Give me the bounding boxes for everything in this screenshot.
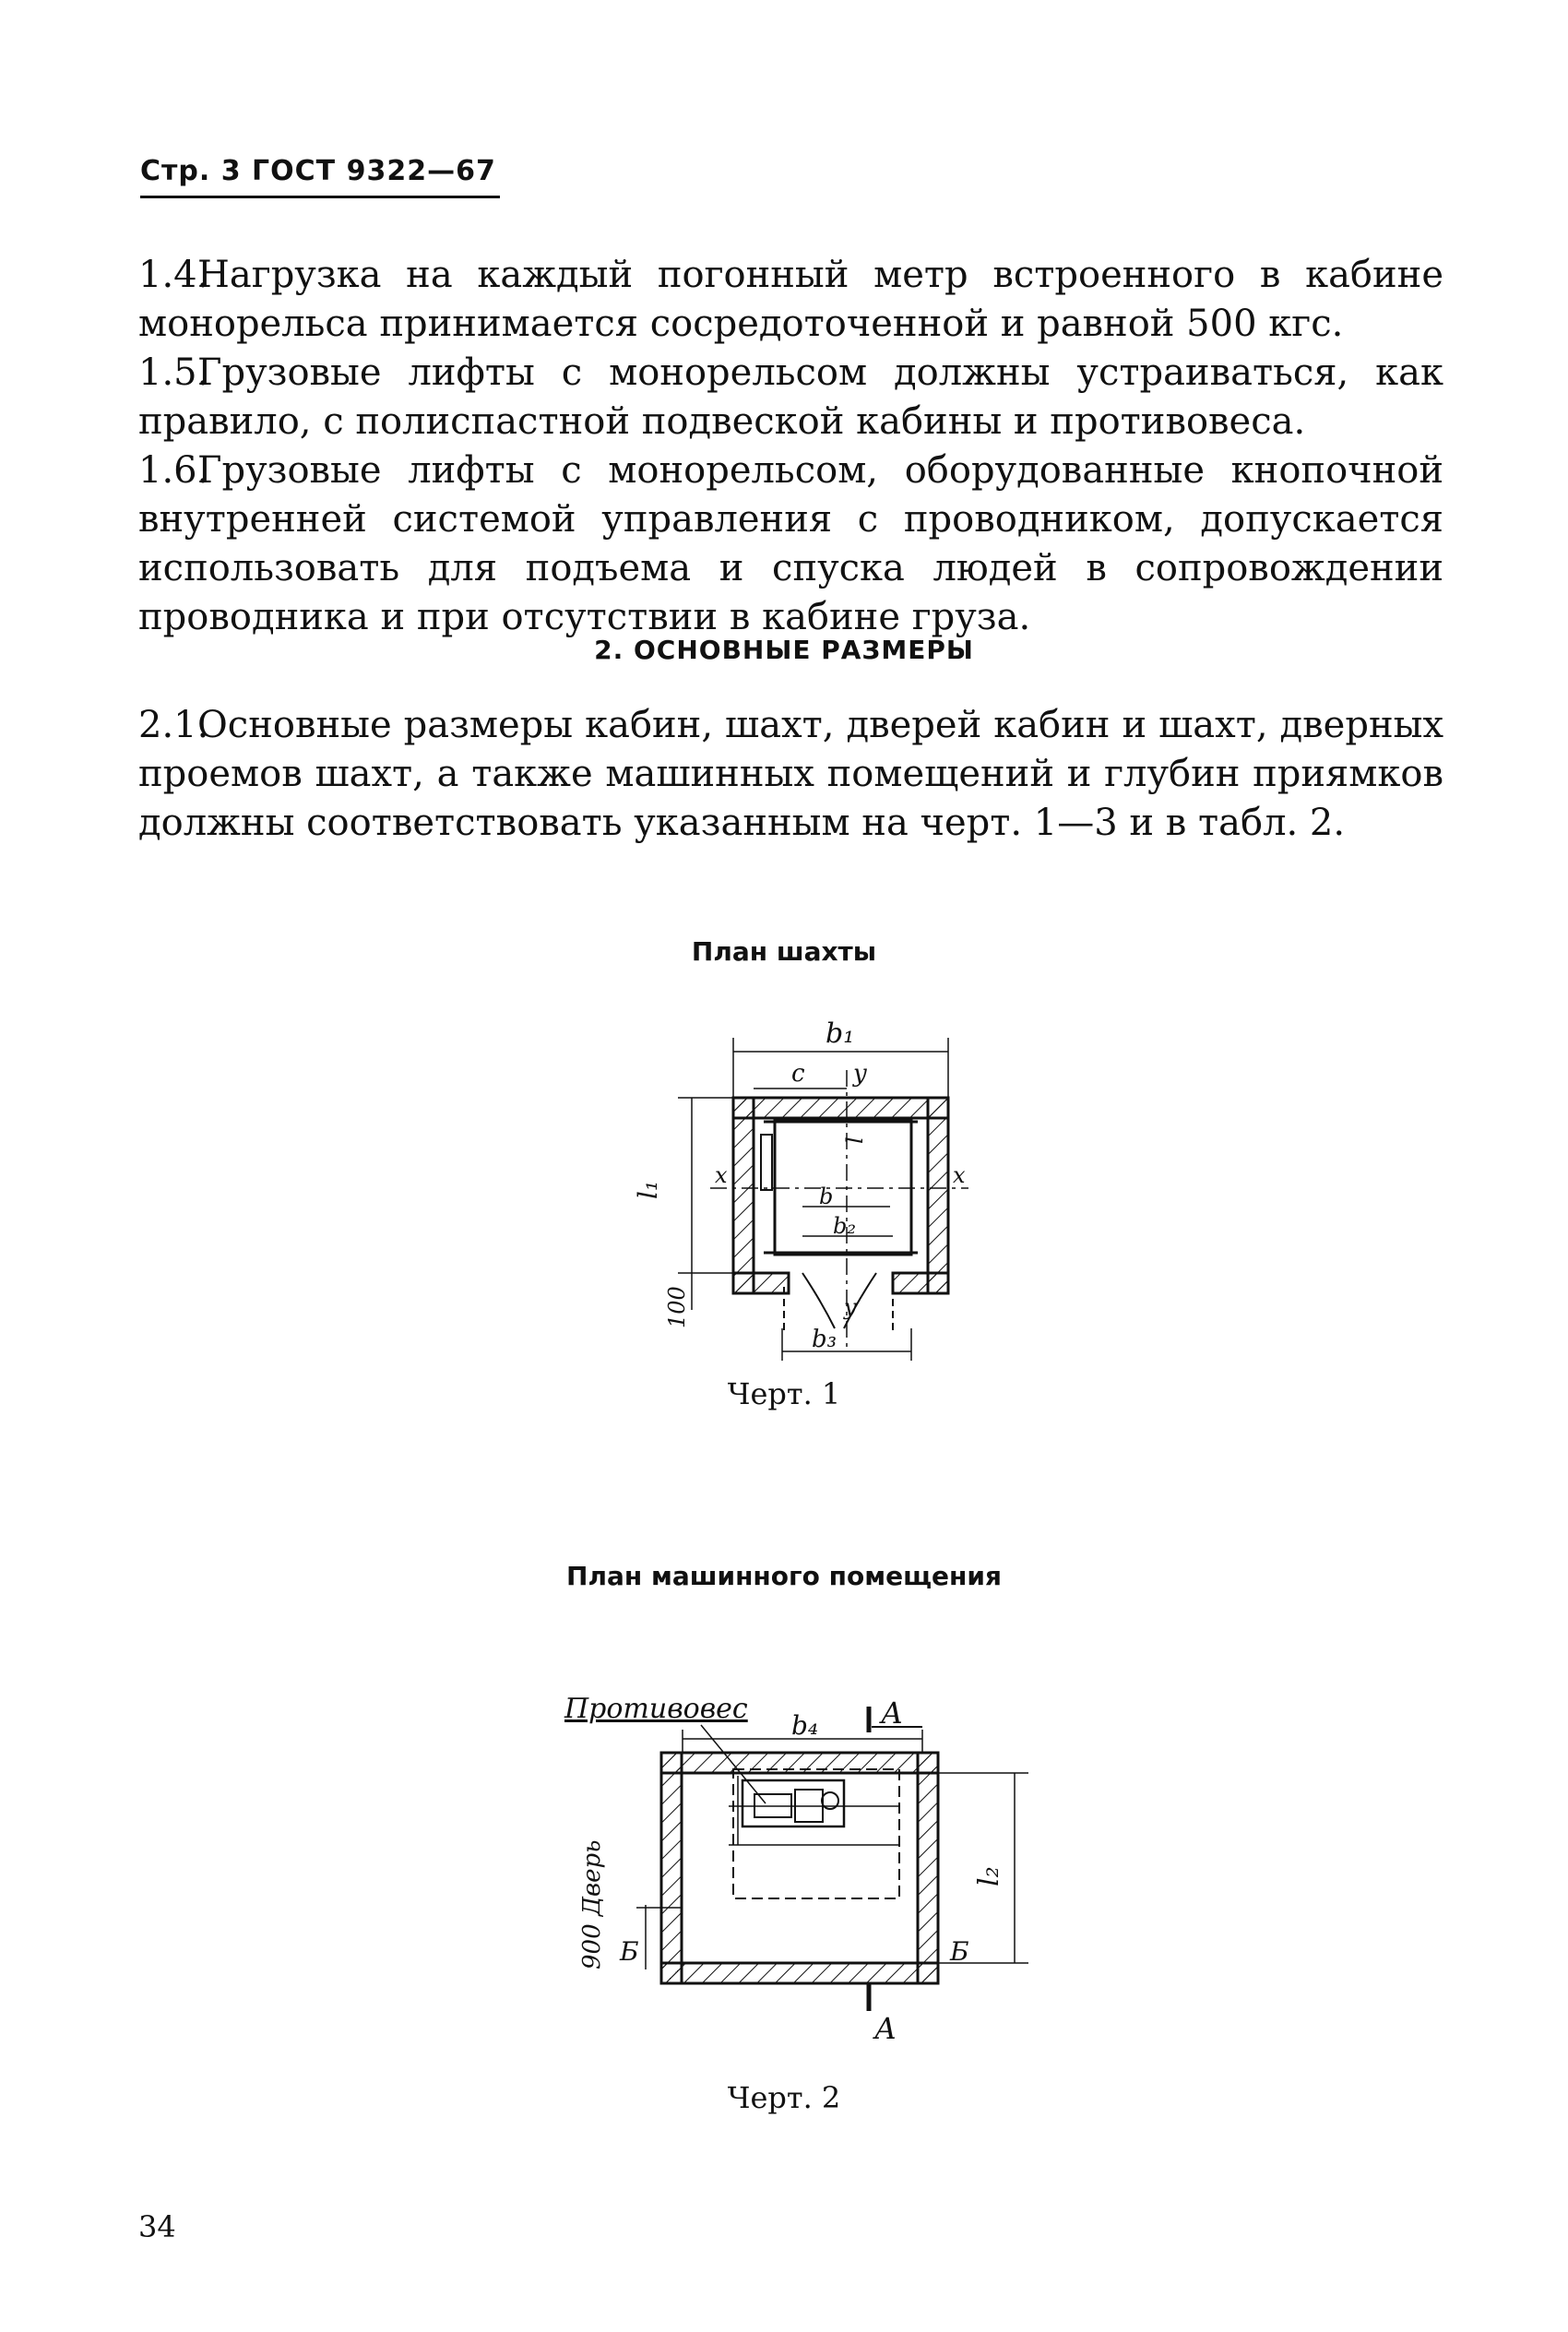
label-door: 900 Дверь xyxy=(578,1839,606,1969)
room-wall-right xyxy=(918,1753,938,1983)
label-l: l xyxy=(842,1136,868,1144)
page-number: 34 xyxy=(138,2209,176,2244)
paragraph-text: Грузовые лифты с монорельсом должны устраиваться, как правило, с полиспастной подвеской кабины и противовеса. xyxy=(138,351,1443,443)
label-b4: b₄ xyxy=(791,1710,819,1741)
label-c: c xyxy=(791,1060,805,1088)
label-b: b xyxy=(819,1184,834,1209)
paragraph-number: 2.1. xyxy=(138,704,209,746)
section-title: 2. ОСНОВНЫЕ РАЗМЕРЫ xyxy=(594,635,974,665)
figure1-title: План шахты xyxy=(691,936,877,967)
label-y-top: y xyxy=(853,1060,867,1088)
figure1-caption: Черт. 1 xyxy=(727,1376,841,1411)
room-wall-bottom xyxy=(661,1963,938,1983)
label-b1: b₁ xyxy=(826,1017,855,1050)
label-b3: b₃ xyxy=(812,1326,837,1353)
label-y-bottom: y xyxy=(844,1294,857,1320)
room-wall-left xyxy=(661,1753,682,1983)
winch-frame xyxy=(742,1780,844,1826)
paragraph-number: 1.5. xyxy=(138,351,209,394)
label-b2: b₂ xyxy=(833,1213,856,1239)
label-b-left: Б xyxy=(620,1936,639,1967)
standard-number: ГОСТ 9322—67 xyxy=(252,155,496,187)
figure2-caption: Черт. 2 xyxy=(727,2080,841,2115)
label-100: 100 xyxy=(664,1286,690,1328)
label-x-left: x xyxy=(715,1162,728,1188)
label-b-right: Б xyxy=(950,1936,969,1967)
paragraph-text: Основные размеры кабин, шахт, дверей кабин и шахт, дверных проемов шахт, а также машинных помещений и глубин приямков должны соответствовать указанным на черт. 1—3 и в табл. 2. xyxy=(138,704,1443,844)
page-label: Стр. 3 xyxy=(140,155,242,187)
label-x-right: x xyxy=(953,1162,966,1188)
label-l2: l₂ xyxy=(973,1866,1005,1886)
figure2-title: План машинного помещения xyxy=(566,1561,1002,1591)
paragraph-text: Нагрузка на каждый погонный метр встроенного в кабине монорельса принимается сосредоточенной и равной 500 кгс. xyxy=(138,254,1443,345)
paragraph-text: Грузовые лифты с монорельсом, оборудованные кнопочной внутренней системой управления с проводником, допускается использовать для подъема и спуска людей в сопровождении проводника и при отсутствии в кабине груза. xyxy=(138,449,1443,638)
paragraph-number: 1.4. xyxy=(138,254,209,296)
label-section-a-top: А xyxy=(881,1695,904,1731)
paragraph-number: 1.6. xyxy=(138,449,209,492)
label-counterweight: Противовес xyxy=(564,1693,748,1725)
label-l1: l₁ xyxy=(633,1180,663,1199)
label-section-a-bottom: А xyxy=(874,2011,897,2046)
